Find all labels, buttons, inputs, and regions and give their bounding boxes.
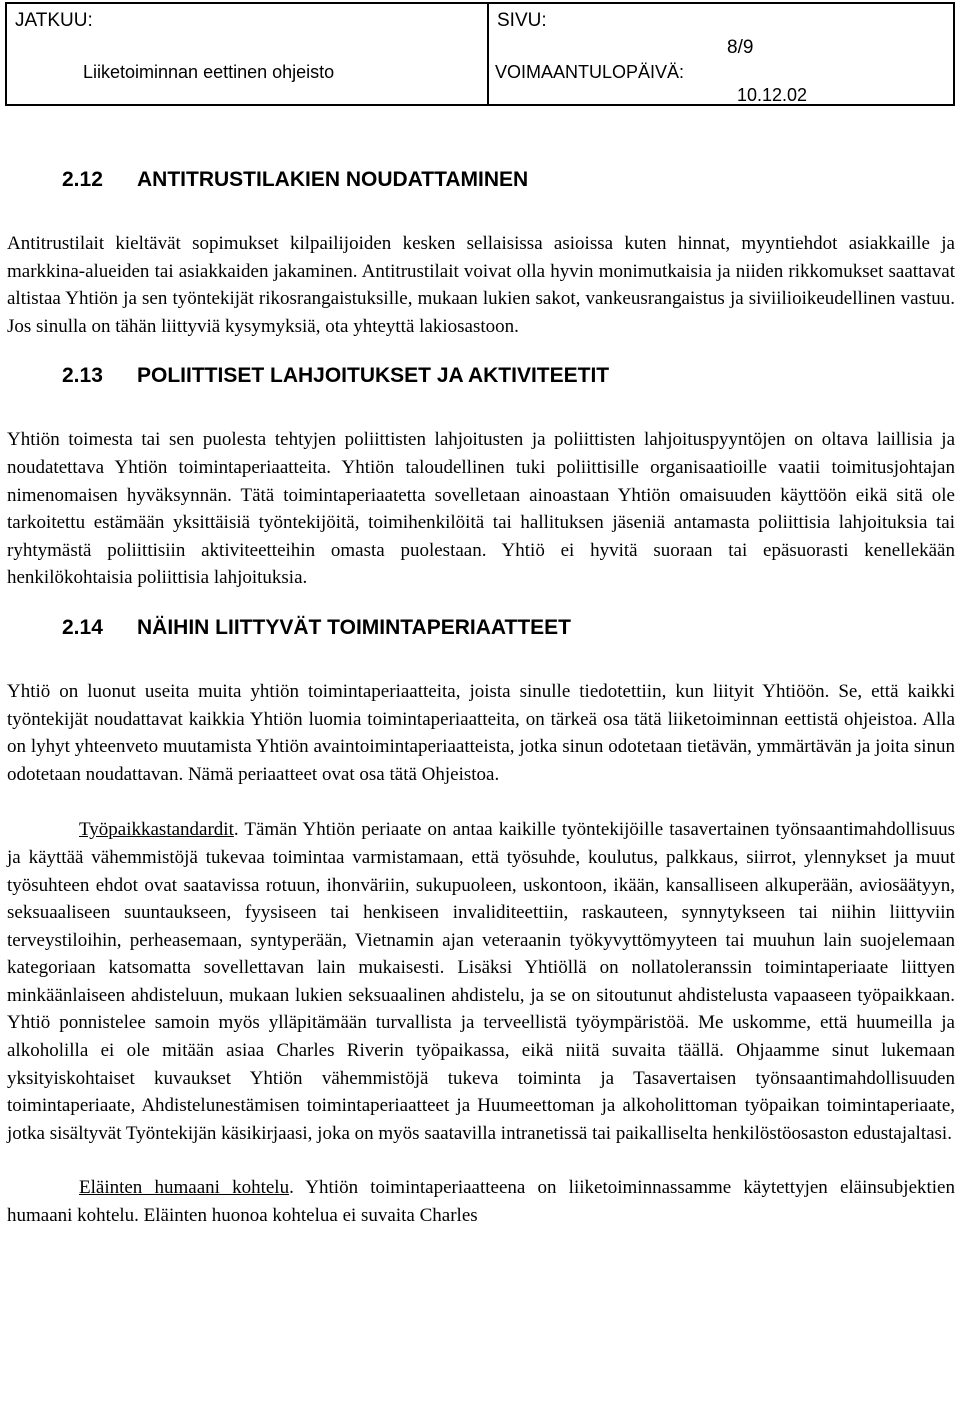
section-title: ANTITRUSTILAKIEN NOUDATTAMINEN — [137, 168, 529, 191]
subsection-text: . Yhtiön toimintaperiaatteena on liiketoiminnassamme käytettyjen eläinsubjektien humaani kohtelu. Eläinten huonoa kohtelua ei suvaita Charles — [7, 1177, 955, 1227]
section-title: POLIITTISET LAHJOITUKSET JA AKTIVITEETIT — [137, 364, 610, 388]
effective-date-label: VOIMAANTULOPÄIVÄ: — [495, 62, 685, 82]
section-title: NÄIHIN LIITTYVÄT TOIMINTAPERIAATTEET — [137, 615, 571, 639]
page-header-box — [5, 2, 955, 106]
document-body — [7, 160, 955, 1230]
section-number: 2.12 — [62, 168, 103, 191]
section-heading-2-12 — [7, 168, 955, 192]
section-heading-2-14 — [7, 616, 955, 640]
page-number: 8/9 — [727, 37, 754, 58]
subsection-animal-welfare — [7, 1174, 955, 1229]
continuation-value: Liiketoiminnan eettinen ohjeisto — [83, 62, 335, 82]
section-paragraph: Yhtiön toimesta tai sen puolesta tehtyjen poliittisten lahjoitusten ja poliittisten lahjoituspyyntöjen on oltava laillisia ja noudatettava Yhtiön toimintaperiaatteita. Yhtiön taloudellinen tuki poliittisille organisaatioille vaatii toimitusjohtajan nimenomaisen hyväksynnän. Tätä toimintaperiaatetta sovelletaan ainoastaan Yhtiön omaisuuden käyttöön eikä sitä ole tarkoitettu estämään yksittäisiä työntekijöitä, toimihenkilöitä tai hallituksen jäseniä antamasta poliittisia lahjoituksia tai ryhtymästä poliittisiin aktiviteetteihin omasta puolestaan. Yhtiö ei hyvitä suoraan tai epäsuorasti kenellekään henkilökohtaisia poliittisia lahjoituksia. — [7, 429, 955, 589]
section-heading-2-13 — [7, 364, 955, 388]
subsection-title: Työpaikkastandardit — [79, 819, 234, 841]
section-number: 2.13 — [62, 364, 103, 388]
subsection-text: . Tämän Yhtiön periaate on antaa kaikille työntekijöille tasavertainen työnsaantimahdollisuus ja käyttää vähemmistöjä tukevaa toimintaa varmistamaan, että työsuhde, koulutus, palkkaus, siirrot, ylennykset ja muut työsuhteen ehdot ovat saatavissa rotuun, ihonväriin, sukupuoleen, uskontoon, ikään, kansalliseen alkuperään, aviosäätyyn, seksuaaliseen suuntaukseen, fyysiseen tai henkiseen invaliditeettiin, raskauteen, synnytykseen tai niihin liittyviin terveystiloihin, perheasemaan, syntyperään, Vietnamin ajan veteraanin työkyvyttömyyteen tai muuhun lain suojelemaan kategoriaan katsomatta sovellettavan lain mukaisesti. Lisäksi Yhtiöllä on nollatoleranssin toimintaperiaate liittyen minkäänlaiseen ahdisteluun, mukaan lukien seksuaalinen ahdistelu, ja se on sitoutunut ahdistelusta vapaaseen työpaikkaan. Yhtiö ponnistelee samoin myös ylläpitämään turvallista ja terveellistä työympäristöä. Me uskomme, että huumeilla ja alkoholilla ei ole mitään asiaa Charles Riverin työpaikassa, eikä niitä suvaita täällä. Ohjaamme sinut lukemaan yksityiskohtaiset kuvaukset Yhtiön vähemmistöjä tukeva toiminta ja Tasavertaisen työnsaantimahdollisuuden toimintaperiaate, Ahdistelunestämisen toimintaperiaatteet ja Huumeettoman ja alkoholittoman työpaikan toimintaperiaate, jotka sisältyvät Työntekijän käsikirjaasi, joka on myös saatavilla intranetissä tai paikalliselta henkilöstöosaston edustajaltasi. — [7, 819, 955, 1144]
subsection-workplace-standards — [7, 816, 955, 1147]
section-paragraph: Antitrustilait kieltävät sopimukset kilpailijoiden kesken sellaisissa asioissa kuten hinnat, myyntiehdot asiakkaille ja markkina-alueiden tai asiakkaiden jakaminen. Antitrustilait voivat olla hyvin monimutkaisia ja niiden rikkomukset saattavat altistaa Yhtiön ja sen työntekijät rikosrangaistuksille, mukaan lukien sakot, vankeusrangaistus ja siviilioikeudellinen vastuu. Jos sinulla on tähän liittyviä kysymyksiä, ota yhteyttä lakiosastoon. — [7, 233, 955, 337]
section-number: 2.14 — [62, 615, 103, 639]
section-paragraph: Yhtiö on luonut useita muita yhtiön toimintaperiaatteita, joista sinulle tiedotettiin, kun liityit Yhtiöön. Se, että kaikki työntekijät noudattavat kaikkia Yhtiön luomia toimintaperiaatteita, on tärkeä osa tätä liiketoiminnan eettistä ohjeistoa. Alla on lyhyt yhteenveto muutamista Yhtiön avaintoimintaperiaatteista, jotka sinun odotetaan tietävän, ymmärtävän ja joita sinun odotetaan noudattavan. Nämä periaatteet ovat osa tätä Ohjeistoa. — [7, 680, 955, 785]
subsection-title: Eläinten humaani kohtelu — [79, 1177, 290, 1199]
effective-date-value: 10.12.02 — [737, 85, 808, 105]
page-label: SIVU: — [497, 10, 547, 31]
header-divider — [487, 4, 489, 104]
continuation-label: JATKUU: — [15, 10, 93, 31]
